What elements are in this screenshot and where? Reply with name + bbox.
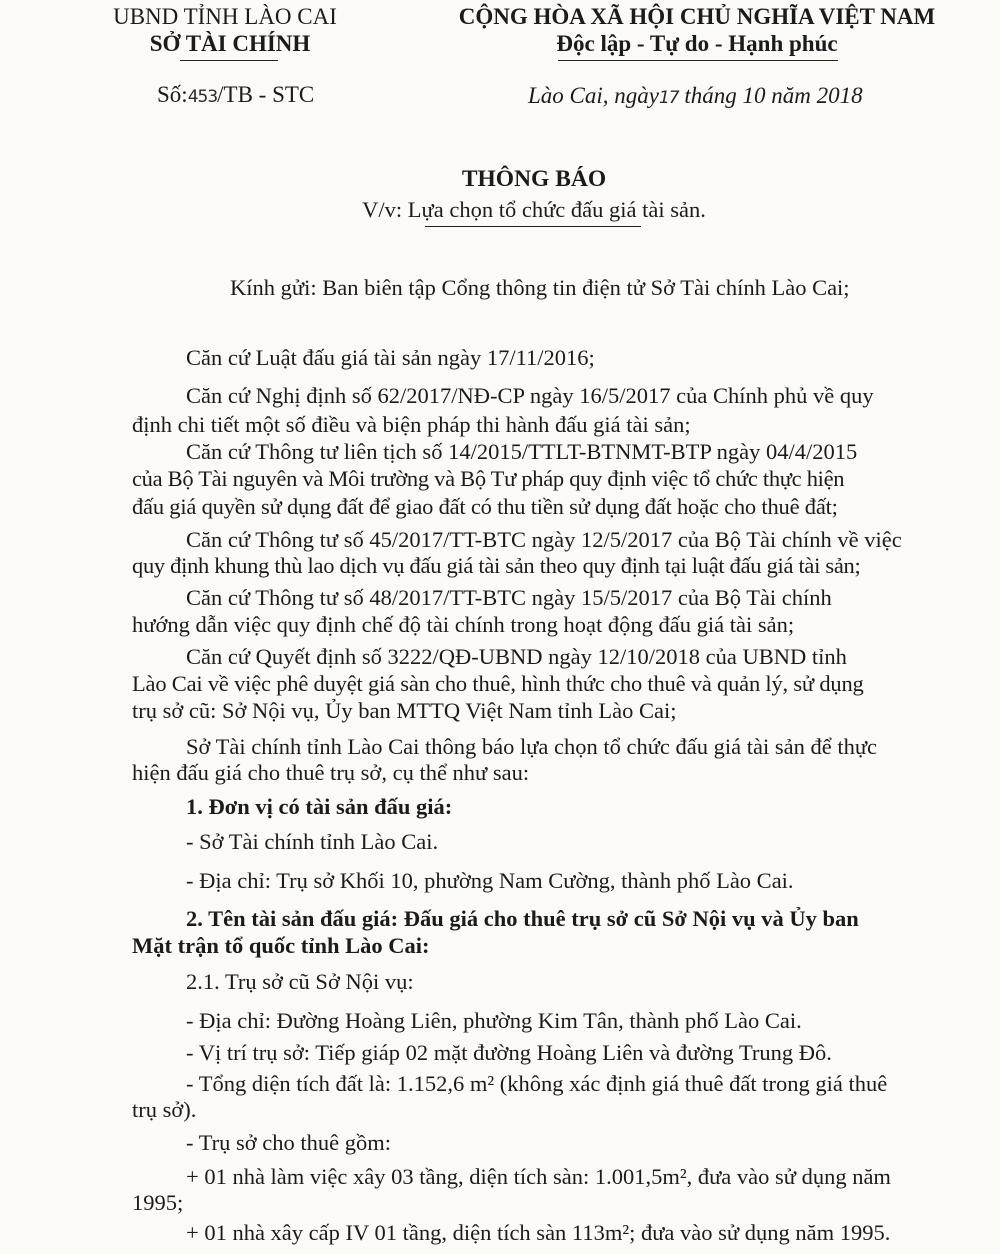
national-motto: Độc lập - Tự do - Hạnh phúc bbox=[556, 31, 838, 56]
body-line: Căn cứ Quyết định số 3222/QĐ-UBND ngày 12/10/2018 của UBND tỉnh bbox=[186, 644, 847, 669]
body-line: trụ sở). bbox=[132, 1097, 197, 1122]
body-line: Căn cứ Thông tư số 45/2017/TT-BTC ngày 12/5/2017 của Bộ Tài chính về việc bbox=[186, 527, 902, 552]
body-line: quy định khung thù lao dịch vụ đấu giá tài sản theo quy định tại luật đấu giá tài sản; bbox=[132, 553, 861, 578]
body-line: Sở Tài chính tỉnh Lào Cai thông báo lựa chọn tổ chức đấu giá tài sản để thực bbox=[186, 734, 878, 759]
document-subject: V/v: Lựa chọn tổ chức đấu giá tài sản. bbox=[362, 197, 706, 222]
section-heading: Mặt trận tổ quốc tỉnh Lào Cai: bbox=[132, 933, 430, 958]
body-line: + 01 nhà làm việc xây 03 tầng, diện tích sàn: 1.001,5m², đưa vào sử dụng năm bbox=[186, 1164, 891, 1189]
section-heading: 1. Đơn vị có tài sản đấu giá: bbox=[186, 794, 453, 819]
handwritten-day: 17 bbox=[658, 88, 679, 108]
body-line: Căn cứ Luật đấu giá tài sản ngày 17/11/2016; bbox=[186, 345, 595, 370]
body-line: Lào Cai về việc phê duyệt giá sàn cho thuê, hình thức cho thuê và quản lý, sử dụng bbox=[132, 671, 864, 696]
section-heading: 2. Tên tài sản đấu giá: Đấu giá cho thuê trụ sở cũ Sở Nội vụ và Ủy ban bbox=[186, 906, 859, 931]
body-line: định chi tiết một số điều và biện pháp thi hành đấu giá tài sản; bbox=[132, 412, 691, 437]
body-line: - Vị trí trụ sở: Tiếp giáp 02 mặt đường Hoàng Liên và đường Trung Đô. bbox=[186, 1040, 832, 1065]
motto-underline bbox=[558, 60, 838, 61]
body-line: hiện đấu giá cho thuê trụ sở, cụ thể như sau: bbox=[132, 760, 530, 785]
national-title: CỘNG HÒA XÃ HỘI CHỦ NGHĨA VIỆT NAM bbox=[458, 4, 936, 29]
document-title: THÔNG BÁO bbox=[461, 166, 607, 192]
recipient-line: Kính gửi: Ban biên tập Cổng thông tin điện tử Sở Tài chính Lào Cai; bbox=[230, 275, 850, 300]
body-line: - Sở Tài chính tỉnh Lào Cai. bbox=[186, 829, 439, 854]
body-line: Căn cứ Thông tư số 48/2017/TT-BTC ngày 15/5/2017 của Bộ Tài chính bbox=[186, 585, 832, 610]
document-date: Lào Cai, ngày17 tháng 10 năm 2018 bbox=[528, 83, 863, 108]
issuer-authority: UBND TỈNH LÀO CAI bbox=[113, 4, 337, 29]
body-line: Căn cứ Nghị định số 62/2017/NĐ-CP ngày 16/5/2017 của Chính phủ về quy bbox=[186, 383, 874, 408]
body-line: - Tổng diện tích đất là: 1.152,6 m² (không xác định giá thuê đất trong giá thuê bbox=[186, 1071, 888, 1096]
body-line: - Địa chỉ: Trụ sở Khối 10, phường Nam Cường, thành phố Lào Cai. bbox=[186, 868, 794, 893]
handwritten-number: 453 bbox=[187, 87, 218, 107]
body-line: trụ sở cũ: Sở Nội vụ, Ủy ban MTTQ Việt Nam tỉnh Lào Cai; bbox=[132, 698, 677, 723]
body-line: - Trụ sở cho thuê gồm: bbox=[186, 1130, 392, 1155]
issuer-underline bbox=[180, 60, 278, 61]
subject-underline bbox=[425, 226, 641, 227]
body-line: - Địa chỉ: Đường Hoàng Liên, phường Kim Tân, thành phố Lào Cai. bbox=[186, 1008, 802, 1033]
body-line: 2.1. Trụ sở cũ Sở Nội vụ: bbox=[186, 969, 414, 994]
body-line: hướng dẫn việc quy định chế độ tài chính trong hoạt động đấu giá tài sản; bbox=[132, 612, 795, 637]
body-line: của Bộ Tài nguyên và Môi trường và Bộ Tư pháp quy định việc tổ chức thực hiện bbox=[132, 466, 845, 491]
body-line: đấu giá quyền sử dụng đất để giao đất có thu tiền sử dụng đất hoặc cho thuê đất; bbox=[132, 494, 838, 519]
document-number: Số:453/TB - STC bbox=[157, 82, 315, 107]
issuer-department: SỞ TÀI CHÍNH bbox=[149, 31, 311, 56]
body-line: Căn cứ Thông tư liên tịch số 14/2015/TTLT-BTNMT-BTP ngày 04/4/2015 bbox=[186, 439, 858, 464]
body-line: 1995; bbox=[132, 1190, 184, 1215]
body-line: + 01 nhà xây cấp IV 01 tầng, diện tích sàn 113m²; đưa vào sử dụng năm 1995. bbox=[186, 1220, 891, 1245]
